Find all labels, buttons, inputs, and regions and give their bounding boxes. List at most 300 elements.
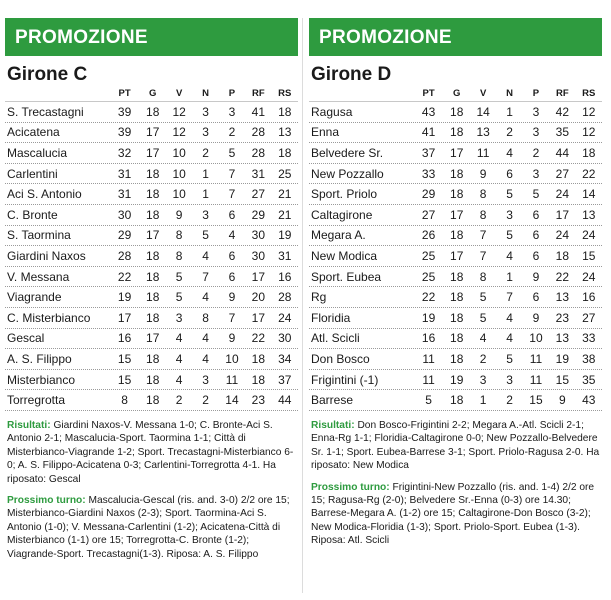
table-row bbox=[309, 102, 602, 123]
won: 2 bbox=[175, 393, 183, 408]
lost: 7 bbox=[228, 166, 236, 181]
goals-against: 18 bbox=[582, 145, 596, 160]
won: 1 bbox=[479, 393, 487, 408]
drawn: 5 bbox=[506, 187, 513, 202]
played: 18 bbox=[146, 310, 160, 325]
goals-against: 44 bbox=[278, 393, 292, 408]
goals-for: 29 bbox=[251, 207, 266, 222]
lost: 14 bbox=[225, 393, 239, 408]
table-row bbox=[309, 164, 602, 185]
next-round-paragraph bbox=[311, 481, 600, 548]
won: 9 bbox=[479, 166, 487, 181]
team-name: Ragusa bbox=[311, 104, 353, 119]
goals-against: 43 bbox=[582, 393, 596, 408]
table-row bbox=[309, 246, 602, 267]
won: 5 bbox=[175, 269, 183, 284]
goals-against: 35 bbox=[582, 372, 596, 387]
team-name: Rg bbox=[311, 290, 327, 305]
table-row bbox=[5, 205, 298, 226]
points: 30 bbox=[117, 207, 132, 222]
played: 17 bbox=[146, 145, 160, 160]
team-name: Viagrande bbox=[7, 290, 62, 305]
goals-for: 42 bbox=[555, 104, 570, 119]
results-text: Giardini Naxos-V. Messana 1-0; C. Bronte-Aci S. Antonio 2-1; Mascalucia-Sport. Taormina 1-1; Città di Misterbianco-Viagrande 1-2; Sport. Trecastagni-Misterbianco 6-0; A. S. Filippo-Acicatena 0-3; Carlentini-Torregrotta 4-1. Ha riposato: Gescal bbox=[7, 419, 294, 485]
team-name: Torregrotta bbox=[7, 393, 66, 408]
table-row bbox=[309, 267, 602, 288]
goals-against: 33 bbox=[582, 331, 596, 346]
won: 8 bbox=[479, 207, 487, 222]
points: 22 bbox=[117, 269, 132, 284]
goals-against: 12 bbox=[582, 104, 596, 119]
points: 41 bbox=[421, 125, 436, 140]
goals-for: 23 bbox=[251, 393, 266, 408]
drawn: 5 bbox=[506, 351, 513, 366]
drawn: 3 bbox=[506, 372, 513, 387]
won: 3 bbox=[175, 310, 183, 325]
team-name: Megara A. bbox=[311, 228, 366, 243]
team-name: Belvedere Sr. bbox=[311, 145, 384, 160]
points: 33 bbox=[421, 166, 436, 181]
won: 4 bbox=[175, 331, 183, 346]
points: 25 bbox=[421, 248, 436, 263]
goals-for: 18 bbox=[555, 248, 570, 263]
drawn: 4 bbox=[202, 331, 209, 346]
lost: 6 bbox=[532, 207, 540, 222]
lost: 5 bbox=[532, 187, 540, 202]
drawn: 1 bbox=[506, 269, 513, 284]
drawn: 4 bbox=[506, 310, 513, 325]
table-header bbox=[309, 86, 602, 102]
goals-against: 24 bbox=[278, 310, 292, 325]
played: 18 bbox=[450, 310, 464, 325]
points: 29 bbox=[117, 228, 132, 243]
team-name: Sport. Priolo bbox=[311, 187, 378, 202]
goals-for: 27 bbox=[555, 166, 570, 181]
goals-for: 13 bbox=[555, 331, 570, 346]
lost: 3 bbox=[532, 104, 540, 119]
played: 18 bbox=[146, 372, 160, 387]
won: 8 bbox=[479, 187, 487, 202]
goals-for: 44 bbox=[555, 145, 570, 160]
played: 18 bbox=[146, 187, 160, 202]
points: 37 bbox=[421, 145, 436, 160]
lost: 7 bbox=[228, 187, 236, 202]
played: 18 bbox=[450, 269, 464, 284]
goals-for: 35 bbox=[555, 125, 570, 140]
goals-against: 18 bbox=[278, 104, 292, 119]
lost: 4 bbox=[228, 228, 236, 243]
points: 39 bbox=[117, 104, 132, 119]
lost: 2 bbox=[532, 145, 540, 160]
goals-for: 15 bbox=[555, 372, 570, 387]
goals-for: 22 bbox=[251, 331, 266, 346]
table-header bbox=[5, 86, 298, 102]
goals-against: 16 bbox=[582, 290, 596, 305]
column-divider bbox=[302, 18, 303, 593]
lost: 3 bbox=[228, 104, 236, 119]
points: 19 bbox=[421, 310, 436, 325]
drawn: 3 bbox=[202, 207, 209, 222]
drawn: 4 bbox=[506, 331, 513, 346]
results-paragraph bbox=[7, 419, 296, 486]
goals-for: 13 bbox=[555, 290, 570, 305]
played: 18 bbox=[450, 187, 464, 202]
goals-against: 25 bbox=[278, 166, 292, 181]
lost: 6 bbox=[228, 207, 236, 222]
played: 18 bbox=[450, 228, 464, 243]
won: 12 bbox=[172, 104, 186, 119]
goals-against: 30 bbox=[278, 331, 292, 346]
lost: 9 bbox=[532, 269, 540, 284]
team-name: Carlentini bbox=[7, 166, 58, 181]
played: 18 bbox=[450, 290, 464, 305]
table-row bbox=[5, 349, 298, 370]
team-name: Gescal bbox=[7, 331, 45, 346]
lost: 6 bbox=[532, 248, 540, 263]
played: 17 bbox=[146, 228, 160, 243]
goals-against: 18 bbox=[278, 145, 292, 160]
table-row bbox=[5, 164, 298, 185]
played: 18 bbox=[450, 166, 464, 181]
goals-for: 27 bbox=[251, 187, 266, 202]
points: 15 bbox=[117, 351, 132, 366]
team-name: Barrese bbox=[311, 393, 354, 408]
goals-against: 15 bbox=[582, 248, 596, 263]
table-row bbox=[5, 390, 298, 411]
goals-for: 28 bbox=[251, 145, 266, 160]
won: 10 bbox=[172, 187, 186, 202]
lost: 9 bbox=[532, 310, 540, 325]
table-row bbox=[309, 308, 602, 329]
lost: 11 bbox=[225, 372, 239, 387]
team-name: Atl. Scicli bbox=[311, 331, 360, 346]
team-name: Sport. Eubea bbox=[311, 269, 382, 284]
team-name: Caltagirone bbox=[311, 207, 373, 222]
goals-for: 18 bbox=[251, 372, 266, 387]
team-name: Mascalucia bbox=[7, 145, 68, 160]
played: 18 bbox=[450, 331, 464, 346]
match-notes bbox=[309, 419, 602, 548]
drawn: 3 bbox=[506, 207, 513, 222]
drawn: 4 bbox=[202, 290, 209, 305]
won: 4 bbox=[479, 331, 487, 346]
goals-for: 30 bbox=[251, 228, 266, 243]
points: 29 bbox=[421, 187, 436, 202]
header-rf: RF bbox=[252, 88, 265, 99]
points: 15 bbox=[117, 372, 132, 387]
lost: 10 bbox=[225, 351, 239, 366]
table-row bbox=[309, 287, 602, 308]
played: 17 bbox=[450, 207, 464, 222]
drawn: 1 bbox=[202, 166, 209, 181]
header-p: P bbox=[532, 88, 540, 99]
points: 25 bbox=[421, 269, 436, 284]
drawn: 5 bbox=[202, 228, 209, 243]
goals-against: 19 bbox=[278, 228, 292, 243]
goals-for: 28 bbox=[251, 125, 266, 140]
table-row bbox=[309, 184, 602, 205]
drawn: 5 bbox=[506, 228, 513, 243]
goals-against: 21 bbox=[278, 187, 292, 202]
goals-against: 31 bbox=[278, 248, 292, 263]
goals-against: 16 bbox=[278, 269, 292, 284]
played: 17 bbox=[450, 145, 464, 160]
drawn: 3 bbox=[202, 104, 209, 119]
lost: 3 bbox=[532, 125, 540, 140]
girone-c-section bbox=[5, 18, 298, 561]
won: 10 bbox=[172, 166, 186, 181]
played: 18 bbox=[146, 351, 160, 366]
won: 12 bbox=[172, 125, 186, 140]
results-label: Risultati: bbox=[7, 419, 51, 431]
played: 18 bbox=[146, 248, 160, 263]
next-round-text: Mascalucia-Gescal (ris. and. 3-0) 2/2 ore 15; Misterbianco-Giardini Naxos (2-3); Sport. Taormina-Aci S. Antonio (1-0); V. Messana-Carlentini (1-2); Acicatena-Città di Misterbianco (1-1) ore 15; Torregrotta-C. Bronte (1-2); Viagrande-Sport. Trecastagni(1-3). Riposa: A. S. Filippo bbox=[7, 494, 290, 560]
drawn: 2 bbox=[202, 145, 209, 160]
table-row bbox=[309, 329, 602, 350]
played: 18 bbox=[146, 393, 160, 408]
goals-for: 19 bbox=[555, 351, 570, 366]
goals-for: 24 bbox=[555, 228, 570, 243]
table-row bbox=[5, 226, 298, 247]
header-pt: PT bbox=[422, 88, 435, 99]
won: 14 bbox=[476, 104, 490, 119]
goals-against: 28 bbox=[278, 290, 292, 305]
points: 31 bbox=[117, 166, 132, 181]
drawn: 4 bbox=[202, 248, 209, 263]
goals-against: 22 bbox=[582, 166, 596, 181]
points: 27 bbox=[421, 207, 436, 222]
lost: 6 bbox=[228, 269, 236, 284]
team-name: C. Misterbianco bbox=[7, 310, 91, 325]
lost: 11 bbox=[529, 372, 543, 387]
table-row bbox=[5, 308, 298, 329]
header-pt: PT bbox=[118, 88, 131, 99]
points: 8 bbox=[121, 393, 128, 408]
girone-d-section bbox=[309, 18, 602, 548]
points: 26 bbox=[421, 228, 436, 243]
lost: 10 bbox=[529, 331, 543, 346]
header-g: G bbox=[149, 88, 157, 99]
table-body bbox=[5, 102, 298, 411]
played: 18 bbox=[450, 351, 464, 366]
table-row bbox=[309, 123, 602, 144]
header-g: G bbox=[453, 88, 461, 99]
goals-against: 24 bbox=[582, 269, 596, 284]
team-name: Acicatena bbox=[7, 125, 60, 140]
played: 18 bbox=[146, 290, 160, 305]
drawn: 7 bbox=[202, 269, 209, 284]
won: 11 bbox=[476, 145, 490, 160]
drawn: 6 bbox=[506, 166, 513, 181]
header-n: N bbox=[506, 88, 513, 99]
points: 19 bbox=[117, 290, 132, 305]
goals-for: 17 bbox=[251, 310, 266, 325]
goals-against: 21 bbox=[278, 207, 292, 222]
won: 7 bbox=[479, 248, 487, 263]
drawn: 4 bbox=[506, 145, 513, 160]
table-row bbox=[5, 184, 298, 205]
played: 18 bbox=[146, 207, 160, 222]
played: 17 bbox=[146, 125, 160, 140]
team-name: New Pozzallo bbox=[311, 166, 384, 181]
points: 22 bbox=[421, 290, 436, 305]
played: 17 bbox=[450, 248, 464, 263]
goals-against: 12 bbox=[582, 125, 596, 140]
table-row bbox=[5, 267, 298, 288]
header-p: P bbox=[228, 88, 236, 99]
goals-for: 20 bbox=[251, 290, 266, 305]
points: 16 bbox=[117, 331, 132, 346]
table-row bbox=[309, 370, 602, 391]
lost: 6 bbox=[228, 248, 236, 263]
won: 5 bbox=[479, 310, 487, 325]
goals-against: 38 bbox=[582, 351, 596, 366]
next-round-text: Frigintini-New Pozzallo (ris. and. 1-4) 2/2 ore 15; Ragusa-Rg (2-0); Belvedere Sr.-Enna (0-3) ore 14.30; Barrese-Megara A. (1-2) ore 15; Caltagirone-Don Bosco (3-2); New Modica-Floridia (1-3); Sport. Priolo-Sport. Eubea (1-3). Riposa: Atl. Scicli bbox=[311, 481, 595, 547]
table-row bbox=[309, 143, 602, 164]
promozione-banner: PROMOZIONE bbox=[309, 18, 602, 56]
won: 2 bbox=[479, 351, 487, 366]
lost: 2 bbox=[228, 125, 236, 140]
team-name: New Modica bbox=[311, 248, 378, 263]
results-label: Risultati: bbox=[311, 419, 355, 431]
won: 3 bbox=[479, 372, 487, 387]
table-row bbox=[309, 349, 602, 370]
next-round-label: Prossimo turno: bbox=[7, 494, 86, 506]
promozione-banner: PROMOZIONE bbox=[5, 18, 298, 56]
won: 7 bbox=[479, 228, 487, 243]
goals-for: 17 bbox=[251, 269, 266, 284]
team-name: S. Taormina bbox=[7, 228, 71, 243]
standings-table bbox=[309, 86, 602, 411]
won: 8 bbox=[479, 269, 487, 284]
group-title: Girone C bbox=[7, 64, 88, 85]
table-row bbox=[5, 102, 298, 123]
goals-for: 17 bbox=[555, 207, 570, 222]
goals-for: 18 bbox=[251, 351, 266, 366]
table-row bbox=[309, 390, 602, 411]
points: 43 bbox=[421, 104, 436, 119]
lost: 5 bbox=[228, 145, 236, 160]
goals-for: 22 bbox=[555, 269, 570, 284]
team-name: Frigintini (-1) bbox=[311, 372, 379, 387]
drawn: 2 bbox=[506, 393, 513, 408]
table-row bbox=[5, 143, 298, 164]
points: 28 bbox=[117, 248, 132, 263]
team-name: C. Bronte bbox=[7, 207, 58, 222]
points: 11 bbox=[422, 351, 435, 366]
table-row bbox=[5, 246, 298, 267]
drawn: 1 bbox=[202, 187, 209, 202]
team-name: V. Messana bbox=[7, 269, 70, 284]
team-name: Giardini Naxos bbox=[7, 248, 86, 263]
played: 18 bbox=[146, 166, 160, 181]
match-notes bbox=[5, 419, 298, 561]
goals-against: 24 bbox=[582, 228, 596, 243]
team-name: Don Bosco bbox=[311, 351, 370, 366]
lost: 9 bbox=[228, 331, 236, 346]
header-rs: RS bbox=[582, 88, 596, 99]
lost: 3 bbox=[532, 166, 540, 181]
won: 9 bbox=[175, 207, 183, 222]
table-body bbox=[309, 102, 602, 411]
next-round-label: Prossimo turno: bbox=[311, 481, 390, 493]
header-v: V bbox=[175, 88, 183, 99]
drawn: 4 bbox=[202, 351, 209, 366]
played: 18 bbox=[146, 104, 160, 119]
drawn: 7 bbox=[506, 290, 513, 305]
played: 18 bbox=[450, 393, 464, 408]
points: 31 bbox=[117, 187, 132, 202]
results-paragraph bbox=[311, 419, 600, 473]
standings-table bbox=[5, 86, 298, 411]
lost: 15 bbox=[529, 393, 543, 408]
points: 11 bbox=[422, 372, 435, 387]
goals-for: 31 bbox=[251, 166, 266, 181]
won: 13 bbox=[476, 125, 490, 140]
points: 17 bbox=[117, 310, 132, 325]
won: 8 bbox=[175, 248, 183, 263]
lost: 11 bbox=[529, 351, 543, 366]
header-rs: RS bbox=[278, 88, 292, 99]
won: 5 bbox=[479, 290, 487, 305]
table-row bbox=[5, 287, 298, 308]
table-row bbox=[309, 205, 602, 226]
goals-against: 37 bbox=[278, 372, 292, 387]
lost: 6 bbox=[532, 290, 540, 305]
won: 4 bbox=[175, 372, 183, 387]
won: 5 bbox=[175, 290, 183, 305]
team-name: Floridia bbox=[311, 310, 351, 325]
goals-against: 27 bbox=[582, 310, 596, 325]
goals-for: 23 bbox=[555, 310, 570, 325]
goals-for: 30 bbox=[251, 248, 266, 263]
drawn: 3 bbox=[202, 125, 209, 140]
header-n: N bbox=[202, 88, 209, 99]
table-row bbox=[309, 226, 602, 247]
goals-against: 14 bbox=[582, 187, 596, 202]
header-v: V bbox=[479, 88, 487, 99]
results-text: Don Bosco-Frigintini 2-2; Megara A.-Atl. Scicli 2-1; Enna-Rg 1-1; Floridia-Caltagirone 0-0; New Pozzallo-Belvedere Sr. 1-1; Sport. Eubea-Barrese 3-1; Sport. Priolo-Ragusa 2-0. Ha riposato: New Modica bbox=[311, 419, 600, 472]
won: 8 bbox=[175, 228, 183, 243]
drawn: 2 bbox=[506, 125, 513, 140]
team-name: A. S. Filippo bbox=[7, 351, 72, 366]
won: 10 bbox=[172, 145, 186, 160]
played: 19 bbox=[450, 372, 464, 387]
drawn: 4 bbox=[506, 248, 513, 263]
lost: 6 bbox=[532, 228, 540, 243]
played: 17 bbox=[146, 331, 160, 346]
points: 5 bbox=[425, 393, 432, 408]
goals-for: 24 bbox=[555, 187, 570, 202]
points: 16 bbox=[421, 331, 436, 346]
header-rf: RF bbox=[556, 88, 569, 99]
lost: 7 bbox=[228, 310, 236, 325]
team-name: S. Trecastagni bbox=[7, 104, 84, 119]
goals-for: 9 bbox=[559, 393, 566, 408]
drawn: 3 bbox=[202, 372, 209, 387]
drawn: 8 bbox=[202, 310, 209, 325]
table-row bbox=[5, 370, 298, 391]
won: 4 bbox=[175, 351, 183, 366]
table-row bbox=[5, 123, 298, 144]
points: 39 bbox=[117, 125, 132, 140]
team-name: Enna bbox=[311, 125, 340, 140]
lost: 9 bbox=[228, 290, 236, 305]
played: 18 bbox=[450, 104, 464, 119]
drawn: 2 bbox=[202, 393, 209, 408]
drawn: 1 bbox=[506, 104, 513, 119]
goals-against: 34 bbox=[278, 351, 292, 366]
